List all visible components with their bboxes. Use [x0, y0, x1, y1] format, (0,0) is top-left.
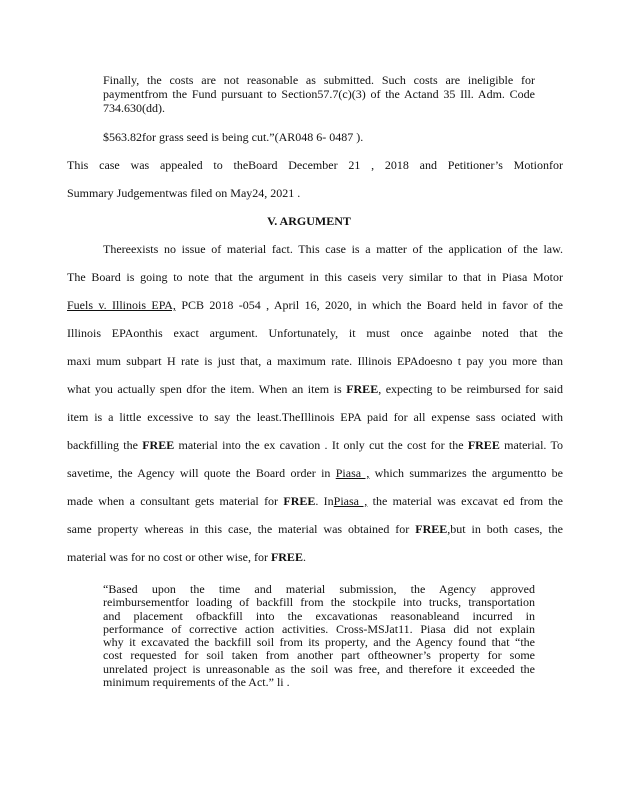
free-emphasis: FREE — [415, 522, 448, 536]
argument-text: . In — [315, 494, 334, 508]
free-emphasis: FREE — [283, 494, 316, 508]
argument-line — [67, 382, 563, 396]
argument-text: which summarizes the argumentto be — [369, 466, 563, 480]
quote-line: minimum requirements of the Act.” li . — [103, 675, 290, 690]
paragraph-costs: Finally, the costs are not reasonable as submitted. Such costs are ineligible for paymentfrom the Fund pursuant to Section57.7(c)(3) of the Actand 35 Ill. Adm. Code 734.630(dd). — [103, 73, 535, 115]
free-emphasis: FREE — [467, 438, 500, 452]
paragraph-appeal-line-1: This case was appealed to theBoard December 21 , 2018 and Petitioner’s Motionfor — [67, 158, 563, 172]
argument-text: what you actually spen dfor the item. When an item is — [67, 382, 347, 396]
free-emphasis: FREE — [270, 550, 303, 564]
argument-text: the material was excavat ed from the — [367, 494, 563, 508]
argument-line — [67, 466, 563, 480]
quote-line: why it excavated the backfill soil from its property, and the Agency found that “the — [103, 635, 535, 650]
argument-text: material into the ex cavation . It only cut the cost for the — [174, 438, 468, 452]
argument-text: PCB 2018 -054 , April 16, 2020, in which the Board held in favor of the — [175, 298, 563, 312]
argument-line: Thereexists no issue of material fact. This case is a matter of the application of the law. — [103, 242, 563, 256]
free-emphasis: FREE — [346, 382, 379, 396]
piasa-citation: Piasa , — [333, 494, 368, 508]
argument-text: , expecting to be reimbursed for said — [378, 382, 563, 396]
argument-text: material was for no cost or other wise, for — [67, 550, 271, 564]
argument-text: same property whereas in this case, the material was obtained for — [67, 522, 416, 536]
section-heading: V. ARGUMENT — [267, 214, 351, 228]
argument-text: backfilling the — [67, 438, 143, 452]
quote-line: and placement ofbackfill into the excavationas reasonableand incurred in — [103, 608, 535, 623]
argument-line: Illinois EPAonthis exact argument. Unfortunately, it must once againbe noted that the — [67, 326, 563, 340]
argument-line — [67, 550, 306, 564]
piasa-citation: Piasa , — [335, 466, 370, 480]
argument-line: The Board is going to note that the argument in this caseis very similar to that in Piasa Motor — [67, 270, 563, 284]
argument-text: . — [302, 550, 306, 564]
paragraph-grass-seed: $563.82for grass seed is being cut.”(AR048 6- 0487 ). — [103, 130, 364, 144]
argument-text: savetime, the Agency will quote the Board order in — [67, 466, 336, 480]
argument-text: made when a consultant gets material for — [67, 494, 284, 508]
paragraph-appeal-line-2: Summary Judgementwas filed on May24, 2021 . — [67, 186, 301, 200]
argument-text: ,but in both cases, the — [447, 522, 563, 536]
quote-line: unrelated project is unreasonable as the soil was free, and therefore it exceeded the — [103, 661, 535, 676]
quote-line: cost requested for soil taken from another part oftheowner’s property for some — [103, 648, 535, 663]
block-quote — [103, 583, 535, 689]
argument-line: maxi mum subpart H rate is just that, a maximum rate. Illinois EPAdoesno t pay you more than — [67, 354, 563, 368]
argument-line — [67, 438, 563, 452]
argument-text: material. To — [499, 438, 563, 452]
quote-line: “Based upon the time and material submission, the Agency approved — [103, 582, 535, 596]
quote-line: reimbursementfor loading of backfill from the stockpile into trucks, transportation — [103, 595, 535, 610]
argument-line — [67, 298, 563, 312]
argument-line: item is a little excessive to say the least.TheIllinois EPA paid for all expense sass ociated with — [67, 410, 563, 424]
argument-line — [67, 494, 563, 508]
case-citation-link: Fuels v. Illinois EPA, — [67, 298, 176, 312]
argument-line — [67, 522, 563, 536]
quote-line: performance of corrective action activities. Cross-MSJat11. Piasa did not explain — [103, 621, 535, 636]
free-emphasis: FREE — [142, 438, 175, 452]
